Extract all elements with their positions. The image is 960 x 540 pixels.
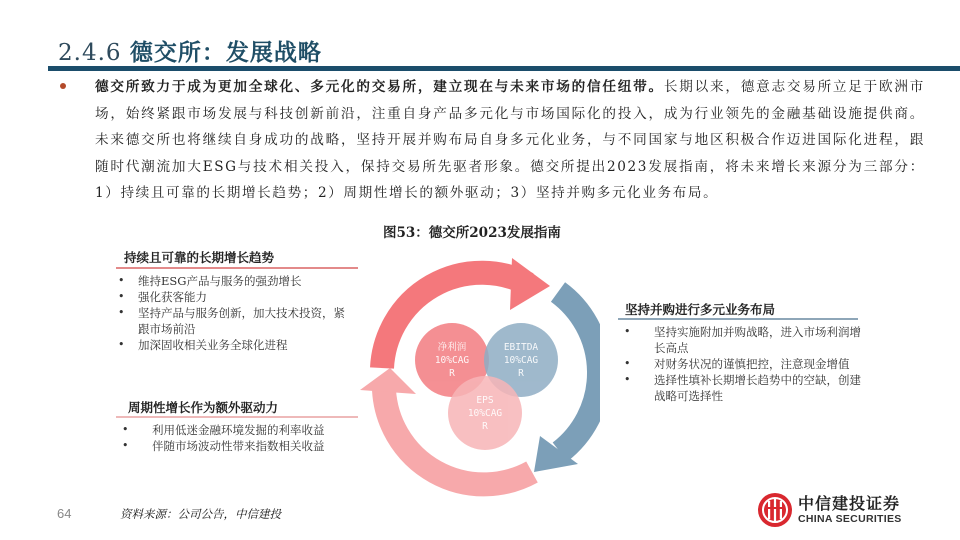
circle-label: 10%CAG xyxy=(434,354,470,366)
company-logo xyxy=(757,492,902,528)
intro-body-text: 长期以来，德意志交易所立足于欧洲市场，始终紧跟市场发展与科技创新前沿，注重自身产品多元化与市场国际化的投入，成为行业领先的金融基础设施提供商。未来德交所也将继续自身成功的战略，坚持开展并购布局自身多元化业务，与不同国家与地区积极合作迈进国际化进程，跟随时代潮流加大ESG与技术相关投入，保持交易所先驱者形象。德交所提出2023发展指南，将未来增长来源分为三部分：1）持续且可靠的长期增长趋势；2）周期性增长的额外驱动；3）坚持并购多元化业务布局。 xyxy=(95,79,925,202)
list-item: • 维持ESG产品与服务的强劲增长 xyxy=(116,273,356,289)
panel-title-long-term-growth: 持续且可靠的长期增长趋势 xyxy=(124,250,275,265)
list-item: • 对财务状况的谨慎把控，注意现金增值 xyxy=(618,356,868,372)
list-item: • 强化获客能力 xyxy=(116,289,356,305)
circle-label: R xyxy=(449,367,455,379)
panel-list-mna xyxy=(618,324,868,404)
growth-cycle-diagram xyxy=(360,240,600,510)
panel-divider xyxy=(116,416,358,418)
section-title: 德交所：发展战略 xyxy=(129,39,322,66)
circle-label: EPS xyxy=(476,394,494,406)
list-item: • 加深固收相关业务全球化进程 xyxy=(116,337,356,353)
logo-chinese-name: 中信建投证券 xyxy=(798,494,901,513)
title-divider xyxy=(48,66,960,71)
panel-list-cyclical-growth xyxy=(116,422,366,454)
list-item: • 伴随市场波动性带来指数相关收益 xyxy=(116,438,366,454)
circle-label: R xyxy=(518,367,524,379)
bullet-icon xyxy=(60,83,66,89)
circle-label: 净利润 xyxy=(437,341,467,353)
panel-divider xyxy=(618,318,858,320)
circle-label: EBITDA xyxy=(503,341,539,353)
list-item: • 坚持产品与服务创新，加大技术投资，紧跟市场前沿 xyxy=(116,305,356,337)
page-number: 64 xyxy=(57,506,72,521)
circle-label: R xyxy=(482,420,488,432)
list-item: • 选择性填补长期增长趋势中的空缺，创建战略可选择性 xyxy=(618,372,868,404)
circle-eps xyxy=(448,376,522,450)
source-note: 资料来源：公司公告，中信建投 xyxy=(120,507,281,521)
panel-title-mna: 坚持并购进行多元业务布局 xyxy=(625,302,776,317)
list-item: • 利用低迷金融环境发掘的利率收益 xyxy=(116,422,366,438)
circle-label: 10%CAG xyxy=(467,407,503,419)
logo-english-name: CHINA SECURITIES xyxy=(798,513,902,525)
figure-title: 图53：德交所2023发展指南 xyxy=(383,225,561,241)
page-title xyxy=(58,34,322,67)
citic-logo-icon xyxy=(757,492,793,528)
section-number: 2.4.6 xyxy=(58,40,122,66)
intro-paragraph xyxy=(95,74,925,207)
panel-divider xyxy=(116,267,358,269)
panel-list-long-term-growth xyxy=(116,273,356,353)
circle-label: 10%CAG xyxy=(503,354,539,366)
intro-bold-text: 德交所致力于成为更加全球化、多元化的交易所，建立现在与未来市场的信任纽带。 xyxy=(95,79,664,95)
list-item: • 坚持实施附加并购战略，进入市场利润增长高点 xyxy=(618,324,868,356)
panel-title-cyclical-growth: 周期性增长作为额外驱动力 xyxy=(128,400,279,415)
